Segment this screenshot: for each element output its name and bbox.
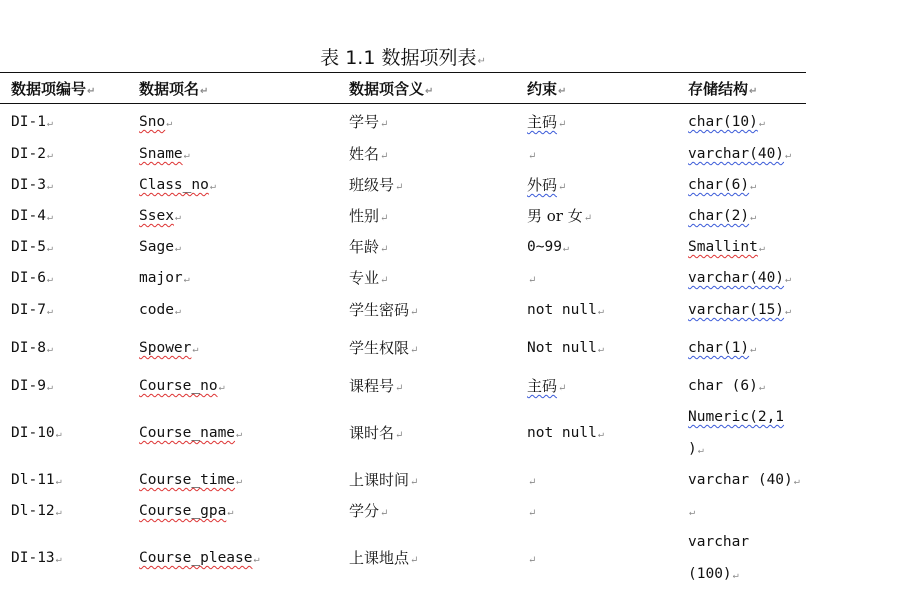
header-constraint: 约束↵ <box>527 80 567 98</box>
cell-name: Sno↵ <box>139 114 173 130</box>
cell-meaning: 课时名↵ <box>349 424 404 442</box>
cell-meaning: 学生密码↵ <box>349 301 419 319</box>
cell-meaning: 上课地点↵ <box>349 549 419 567</box>
table-header-rule <box>0 103 806 104</box>
cell-meaning: 年龄↵ <box>349 238 389 256</box>
cell-name: code↵ <box>139 302 181 318</box>
cell-storage-line2: )↵ <box>688 441 704 457</box>
cell-storage: varchar(40)↵ <box>688 146 792 162</box>
cell-storage-line2: (100)↵ <box>688 566 739 582</box>
cell-storage: char(6)↵ <box>688 177 757 193</box>
header-meaning: 数据项含义↵ <box>349 80 434 98</box>
cell-name: Course_name↵ <box>139 425 243 441</box>
cell-meaning: 上课时间↵ <box>349 471 419 489</box>
cell-storage: char(1)↵ <box>688 340 757 356</box>
cell-storage-line1: varchar <box>688 534 750 550</box>
cell-id: DI-2↵ <box>11 146 53 162</box>
table-top-rule <box>0 72 806 73</box>
cell-storage: char (6)↵ <box>688 378 765 394</box>
cell-id: DI-5↵ <box>11 239 53 255</box>
cell-storage: varchar(15)↵ <box>688 302 792 318</box>
cell-name: Course_no↵ <box>139 378 225 394</box>
header-storage: 存储结构↵ <box>688 80 758 98</box>
cell-id: DI-8↵ <box>11 340 53 356</box>
cell-constraint: 主码↵ <box>527 113 567 131</box>
cell-meaning: 学分↵ <box>349 502 389 520</box>
cell-id: DI-4↵ <box>11 208 53 224</box>
cell-constraint: not null↵ <box>527 425 604 441</box>
cell-id: Dl-11↵ <box>11 472 62 488</box>
header-name: 数据项名↵ <box>139 80 209 98</box>
cell-name: Spower↵ <box>139 340 199 356</box>
cell-meaning: 专业↵ <box>349 269 389 287</box>
cell-constraint: 0~99↵ <box>527 239 569 255</box>
cell-id: DI-6↵ <box>11 270 53 286</box>
cell-storage: char(10)↵ <box>688 114 765 130</box>
cell-meaning: 姓名↵ <box>349 145 389 163</box>
cell-constraint: 男 or 女↵ <box>527 207 593 225</box>
cell-meaning: 学生权限↵ <box>349 339 419 357</box>
cell-name: Course_please↵ <box>139 550 260 566</box>
cell-name: major↵ <box>139 270 190 286</box>
cell-constraint: ↵ <box>528 508 537 519</box>
cell-id: DI-7↵ <box>11 302 53 318</box>
cell-meaning: 性别↵ <box>349 207 389 225</box>
cell-storage: varchar (40)↵ <box>688 472 800 488</box>
cell-id: DI-13↵ <box>11 550 62 566</box>
cell-constraint: ↵ <box>528 275 537 286</box>
cell-name: Course_time↵ <box>139 472 243 488</box>
cell-storage: char(2)↵ <box>688 208 757 224</box>
cell-name: Sname↵ <box>139 146 190 162</box>
cell-constraint: ↵ <box>528 477 537 488</box>
header-id: 数据项编号↵ <box>11 80 96 98</box>
cell-constraint: 外码↵ <box>527 176 567 194</box>
cell-name: Ssex↵ <box>139 208 181 224</box>
cell-storage: ↵ <box>689 507 696 518</box>
table-caption: 表 1.1 数据项列表↵ <box>320 47 486 69</box>
cell-id: DI-3↵ <box>11 177 53 193</box>
cell-meaning: 班级号↵ <box>349 176 404 194</box>
cell-id: DI-9↵ <box>11 378 53 394</box>
cell-constraint: ↵ <box>528 151 537 162</box>
cell-name: Sage↵ <box>139 239 181 255</box>
cell-id: DI-1↵ <box>11 114 53 130</box>
paragraph-mark-icon: ↵ <box>477 56 486 67</box>
cell-name: Course_gpa↵ <box>139 503 234 519</box>
cell-storage: varchar(40)↵ <box>688 270 792 286</box>
cell-name: Class_no↵ <box>139 177 216 193</box>
cell-storage-line1: Numeric(2,1 <box>688 409 785 425</box>
cell-constraint: not null↵ <box>527 302 604 318</box>
cell-meaning: 课程号↵ <box>349 377 404 395</box>
cell-meaning: 学号↵ <box>349 113 389 131</box>
cell-constraint: Not null↵ <box>527 340 604 356</box>
cell-constraint: 主码↵ <box>527 377 567 395</box>
cell-id: DI-10↵ <box>11 425 62 441</box>
cell-constraint: ↵ <box>528 555 537 566</box>
cell-storage: Smallint↵ <box>688 239 765 255</box>
cell-id: Dl-12↵ <box>11 503 62 519</box>
